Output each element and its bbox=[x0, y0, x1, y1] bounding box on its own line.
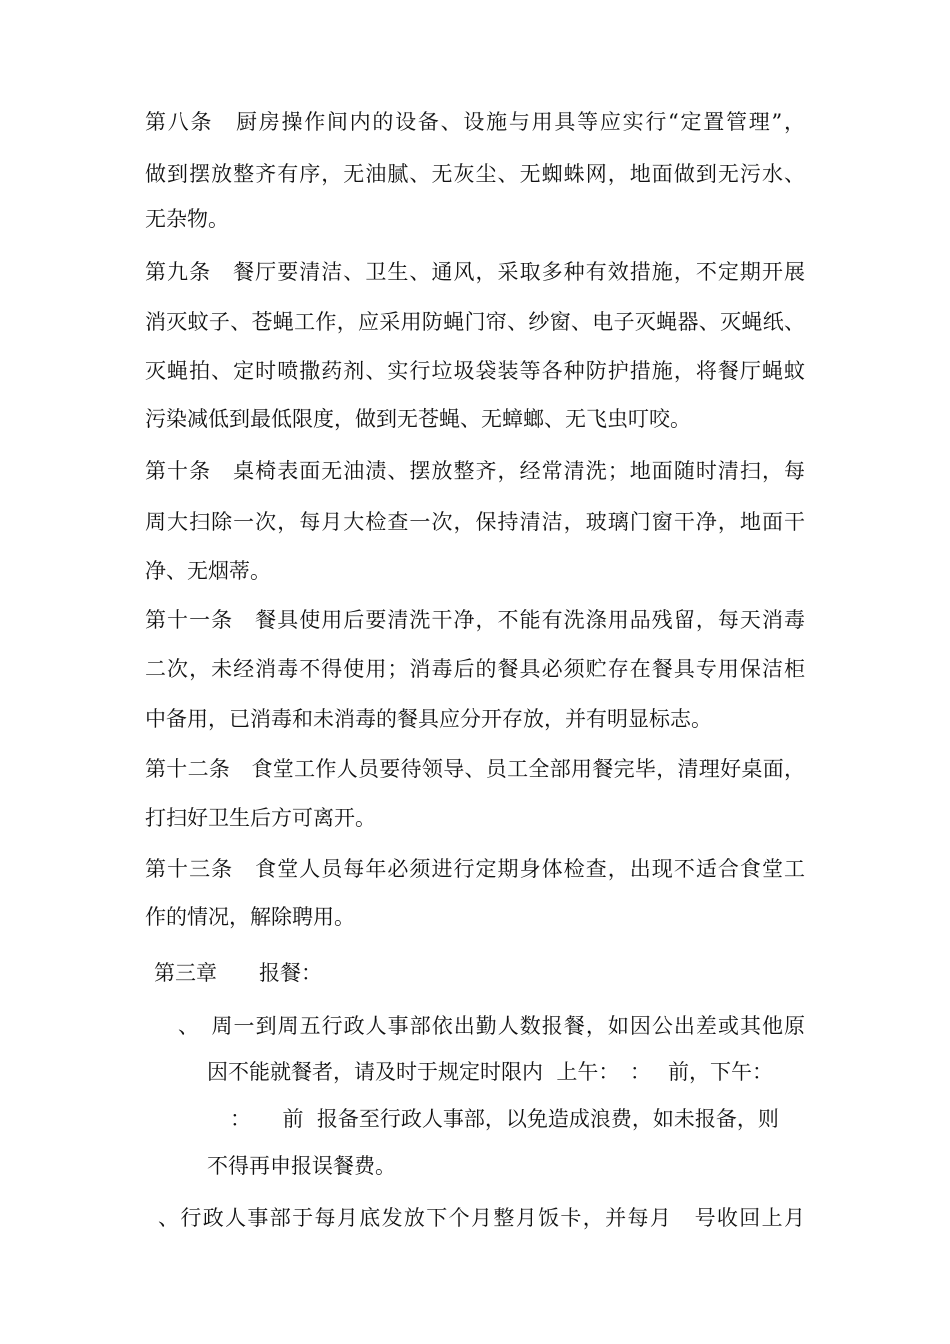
chapter-3-heading: 第三章 报餐： bbox=[154, 961, 322, 985]
article-8-line-3: 无杂物。 bbox=[145, 207, 229, 231]
item-2-line-1: 、行政人事部于每月底发放下个月整月饭卡，并每月 号收回上月 bbox=[158, 1206, 805, 1230]
article-11-line-1: 第十一条 餐具使用后要清洗干净，不能有洗涤用品残留，每天消毒 bbox=[145, 608, 805, 632]
item-1-line-4: 不得再申报误餐费。 bbox=[207, 1154, 396, 1178]
article-9-line-4: 污染减低到最低限度，做到无苍蝇、无蟑螂、无飞虫叮咬。 bbox=[145, 407, 691, 431]
article-11-line-3: 中备用，已消毒和未消毒的餐具应分开存放，并有明显标志。 bbox=[145, 707, 712, 731]
article-9-line-2: 消灭蚊子、苍蝇工作，应采用防蝇门帘、纱窗、电子灭蝇器、灭蝇纸、 bbox=[145, 310, 805, 334]
item-1-line-1: 、 周一到周五行政人事部依出勤人数报餐，如因公出差或其他原 bbox=[178, 1014, 805, 1038]
article-13-line-2: 作的情况，解除聘用。 bbox=[145, 905, 355, 929]
article-11-line-2: 二次，未经消毒不得使用；消毒后的餐具必须贮存在餐具专用保洁柜 bbox=[145, 657, 805, 681]
article-12-line-2: 打扫好卫生后方可离开。 bbox=[145, 806, 376, 830]
item-1-line-2: 因不能就餐者，请及时于规定时限内 上午： ： 前，下午： bbox=[207, 1060, 774, 1084]
article-13-line-1: 第十三条 食堂人员每年必须进行定期身体检查，出现不适合食堂工 bbox=[145, 857, 805, 881]
article-8-line-2: 做到摆放整齐有序，无油腻、无灰尘、无蜘蛛网，地面做到无污水、 bbox=[145, 162, 805, 186]
article-8-line-1: 第八条 厨房操作间内的设备、设施与用具等应实行“定置管理”， bbox=[145, 110, 805, 134]
article-9-line-3: 灭蝇拍、定时喷撒药剂、实行垃圾袋装等各种防护措施，将餐厅蝇蚊 bbox=[145, 359, 805, 383]
article-12-line-1: 第十二条 食堂工作人员要待领导、员工全部用餐完毕，清理好桌面， bbox=[145, 757, 805, 781]
article-10-line-3: 净、无烟蒂。 bbox=[145, 559, 271, 583]
article-9-line-1: 第九条 餐厅要清洁、卫生、通风，采取多种有效措施，不定期开展 bbox=[145, 260, 805, 284]
article-10-line-2: 周大扫除一次，每月大检查一次，保持清洁，玻璃门窗干净，地面干 bbox=[145, 510, 805, 534]
item-1-line-3: ： 前 报备至行政人事部，以免造成浪费，如未报备，则 bbox=[230, 1107, 779, 1131]
article-10-line-1: 第十条 桌椅表面无油渍、摆放整齐，经常清洗；地面随时清扫，每 bbox=[145, 459, 805, 483]
